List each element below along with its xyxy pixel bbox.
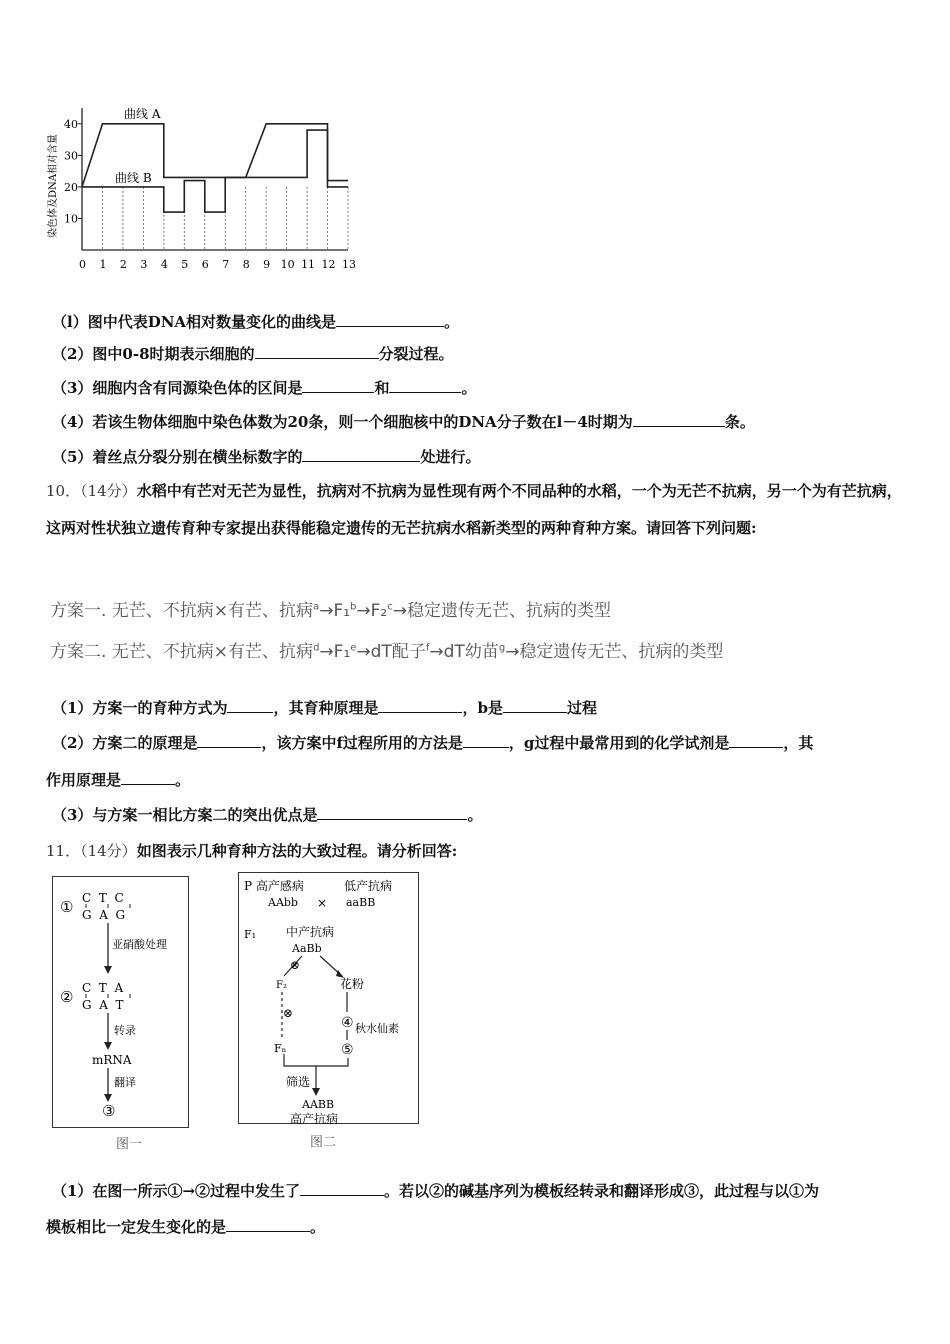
answer-blank[interactable] bbox=[378, 698, 462, 713]
fig1-row2-top: C T A bbox=[82, 981, 124, 995]
answer-blank[interactable] bbox=[302, 447, 420, 462]
answer-blank[interactable] bbox=[197, 733, 261, 748]
fig2-circle-4: ④ bbox=[341, 1015, 354, 1031]
figure-1 bbox=[52, 876, 192, 1156]
fig1-circle-2: ② bbox=[60, 988, 74, 1006]
fig2-p-low-yield: 低产抗病 bbox=[344, 879, 393, 893]
fig1-step-transcription: 转录 bbox=[114, 1024, 136, 1037]
x-tick-label: 4 bbox=[160, 258, 168, 271]
fig1-mrna: mRNA bbox=[92, 1053, 132, 1067]
fig2-p-geno-left: AAbb bbox=[268, 896, 298, 909]
answer-blank[interactable] bbox=[729, 733, 783, 748]
q9-part5: （5）着丝点分裂分别在横坐标数字的 处进行。 bbox=[52, 448, 481, 466]
x-tick-label: 3 bbox=[140, 258, 148, 271]
x-tick-label: 7 bbox=[222, 258, 230, 271]
q11-part1-cont: 模板相比一定发生变化的是 。 bbox=[46, 1218, 326, 1236]
y-tick-label: 10 bbox=[64, 212, 78, 226]
fig1-step-nitrous-acid: 亚硝酸处理 bbox=[112, 938, 167, 951]
q10-part1: （1）方案一的育种方式为 ，其育种原理是 ，b是 过程 bbox=[52, 699, 597, 717]
x-tick-label: 10 bbox=[280, 258, 295, 271]
answer-blank[interactable] bbox=[300, 1181, 384, 1196]
y-axis-label: 染色体及DNA相对含量 bbox=[48, 134, 59, 238]
y-tick-label: 40 bbox=[64, 117, 78, 131]
fig2-f1-phenotype: 中产抗病 bbox=[286, 925, 335, 939]
q10-part2-cont: 作用原理是 。 bbox=[46, 771, 191, 789]
answer-blank[interactable] bbox=[302, 378, 374, 393]
fig1-caption: 图一 bbox=[116, 1137, 143, 1152]
answer-blank[interactable] bbox=[121, 770, 175, 785]
x-tick-label: 11 bbox=[301, 258, 316, 271]
figure-2 bbox=[238, 872, 428, 1152]
fig1-circle-3: ③ bbox=[102, 1102, 116, 1120]
x-tick-label: 1 bbox=[99, 258, 107, 271]
answer-blank[interactable] bbox=[226, 1217, 310, 1232]
curve-a-label: 曲线 A bbox=[124, 107, 161, 121]
fig2-cross: × bbox=[317, 896, 328, 910]
x-tick-label: 8 bbox=[242, 258, 250, 271]
x-tick-label: 0 bbox=[79, 258, 86, 271]
q11-part1: （1）在图一所示①→②过程中发生了 。若以②的碱基序列为模板经转录和翻译形成③，此过程与以①为 bbox=[52, 1182, 820, 1200]
fig2-p-high-yield: P 高产感病 bbox=[244, 879, 304, 893]
x-tick-label: 13 bbox=[342, 258, 356, 271]
fig1-step-translation: 翻译 bbox=[114, 1076, 136, 1089]
fig2-f2-label: F₂ bbox=[276, 980, 287, 991]
fig1-circle-1: ① bbox=[60, 898, 74, 916]
fig2-self-cross-icon-2: ⊗ bbox=[283, 1006, 294, 1020]
x-tick-label: 5 bbox=[181, 258, 189, 271]
x-tick-label: 2 bbox=[119, 258, 127, 271]
q9-part2: （2）图中0-8时期表示细胞的 分裂过程。 bbox=[52, 345, 454, 363]
q10-stem: 10．（14分）水稻中有芒对无芒为显性，抗病对不抗病为显性现有两个不同品种的水稻，一个为无芒不抗病，另一个为有芒抗病，这两对性状独立遗传育种专家提出获得能稳定遗传的无芒抗病水稻新类型的两种育种方案。请回答下列问题: bbox=[46, 482, 902, 537]
q10-part2: （2）方案二的原理是 ，该方案中f过程所用的方法是 ，g过程中最常用到的化学试剂是 ，其 bbox=[52, 734, 814, 752]
fig2-circle-5: ⑤ bbox=[341, 1042, 354, 1058]
curve-b-label: 曲线 B bbox=[115, 171, 152, 185]
q9-part1: （l）图中代表DNA相对数量变化的曲线是 。 bbox=[52, 313, 460, 331]
dna-chromosome-chart bbox=[40, 98, 370, 278]
fig1-row1-bottom: G A G bbox=[82, 908, 126, 922]
fig2-fn-label: Fₙ bbox=[274, 1042, 287, 1055]
fig2-pollen: 花粉 bbox=[340, 977, 365, 991]
fig2-f1-label: F₁ bbox=[244, 928, 257, 941]
answer-blank[interactable] bbox=[463, 733, 509, 748]
answer-blank[interactable] bbox=[503, 698, 567, 713]
fig2-self-cross-icon: ⊗ bbox=[290, 958, 301, 972]
q9-part4: （4）若该生物体细胞中染色体数为20条，则一个细胞核中的DNA分子数在l－4时期为 条。 bbox=[52, 413, 755, 431]
fig1-row1-top: C T C bbox=[82, 891, 124, 905]
q10-plan1: 方案一. 无芒、不抗病×有芒、抗病$^a$→F₁$^b$→F₂$^c$→稳定遗传无芒、抗病的类型 bbox=[50, 601, 611, 621]
y-tick-label: 20 bbox=[64, 180, 78, 194]
x-tick-label: 12 bbox=[321, 258, 336, 271]
x-tick-label: 9 bbox=[263, 258, 271, 271]
fig2-colchicine: 秋水仙素 bbox=[355, 1022, 399, 1035]
answer-blank[interactable] bbox=[255, 344, 379, 359]
fig2-caption: 图二 bbox=[310, 1135, 337, 1150]
q10-plan2: 方案二. 无芒、不抗病×有芒、抗病$^d$→F₁$^e$→dT配子$^f$→dT幼苗$^g$→稳定遗传无芒、抗病的类型 bbox=[50, 642, 724, 662]
answer-blank[interactable] bbox=[389, 378, 461, 393]
q9-part3: （3）细胞内含有同源染色体的区间是 和 。 bbox=[52, 379, 477, 397]
answer-blank[interactable] bbox=[317, 805, 467, 820]
q10-part3: （3）与方案一相比方案二的突出优点是 。 bbox=[52, 806, 483, 824]
fig2-result-phenotype: 高产抗病 bbox=[290, 1112, 339, 1126]
y-tick-label: 30 bbox=[64, 149, 78, 163]
fig2-result-genotype: AABB bbox=[302, 1098, 335, 1111]
q11-stem: 11．（14分）如图表示几种育种方法的大致过程。请分析回答: bbox=[46, 842, 458, 860]
fig2-f1-genotype: AaBb bbox=[292, 942, 322, 955]
answer-blank[interactable] bbox=[227, 698, 273, 713]
fig1-row2-bottom: G A T bbox=[82, 998, 124, 1012]
fig2-p-geno-right: aaBB bbox=[346, 896, 376, 909]
x-tick-label: 6 bbox=[201, 258, 209, 271]
fig2-selection: 筛选 bbox=[286, 1075, 311, 1089]
answer-blank[interactable] bbox=[633, 412, 725, 427]
answer-blank[interactable] bbox=[336, 312, 444, 327]
